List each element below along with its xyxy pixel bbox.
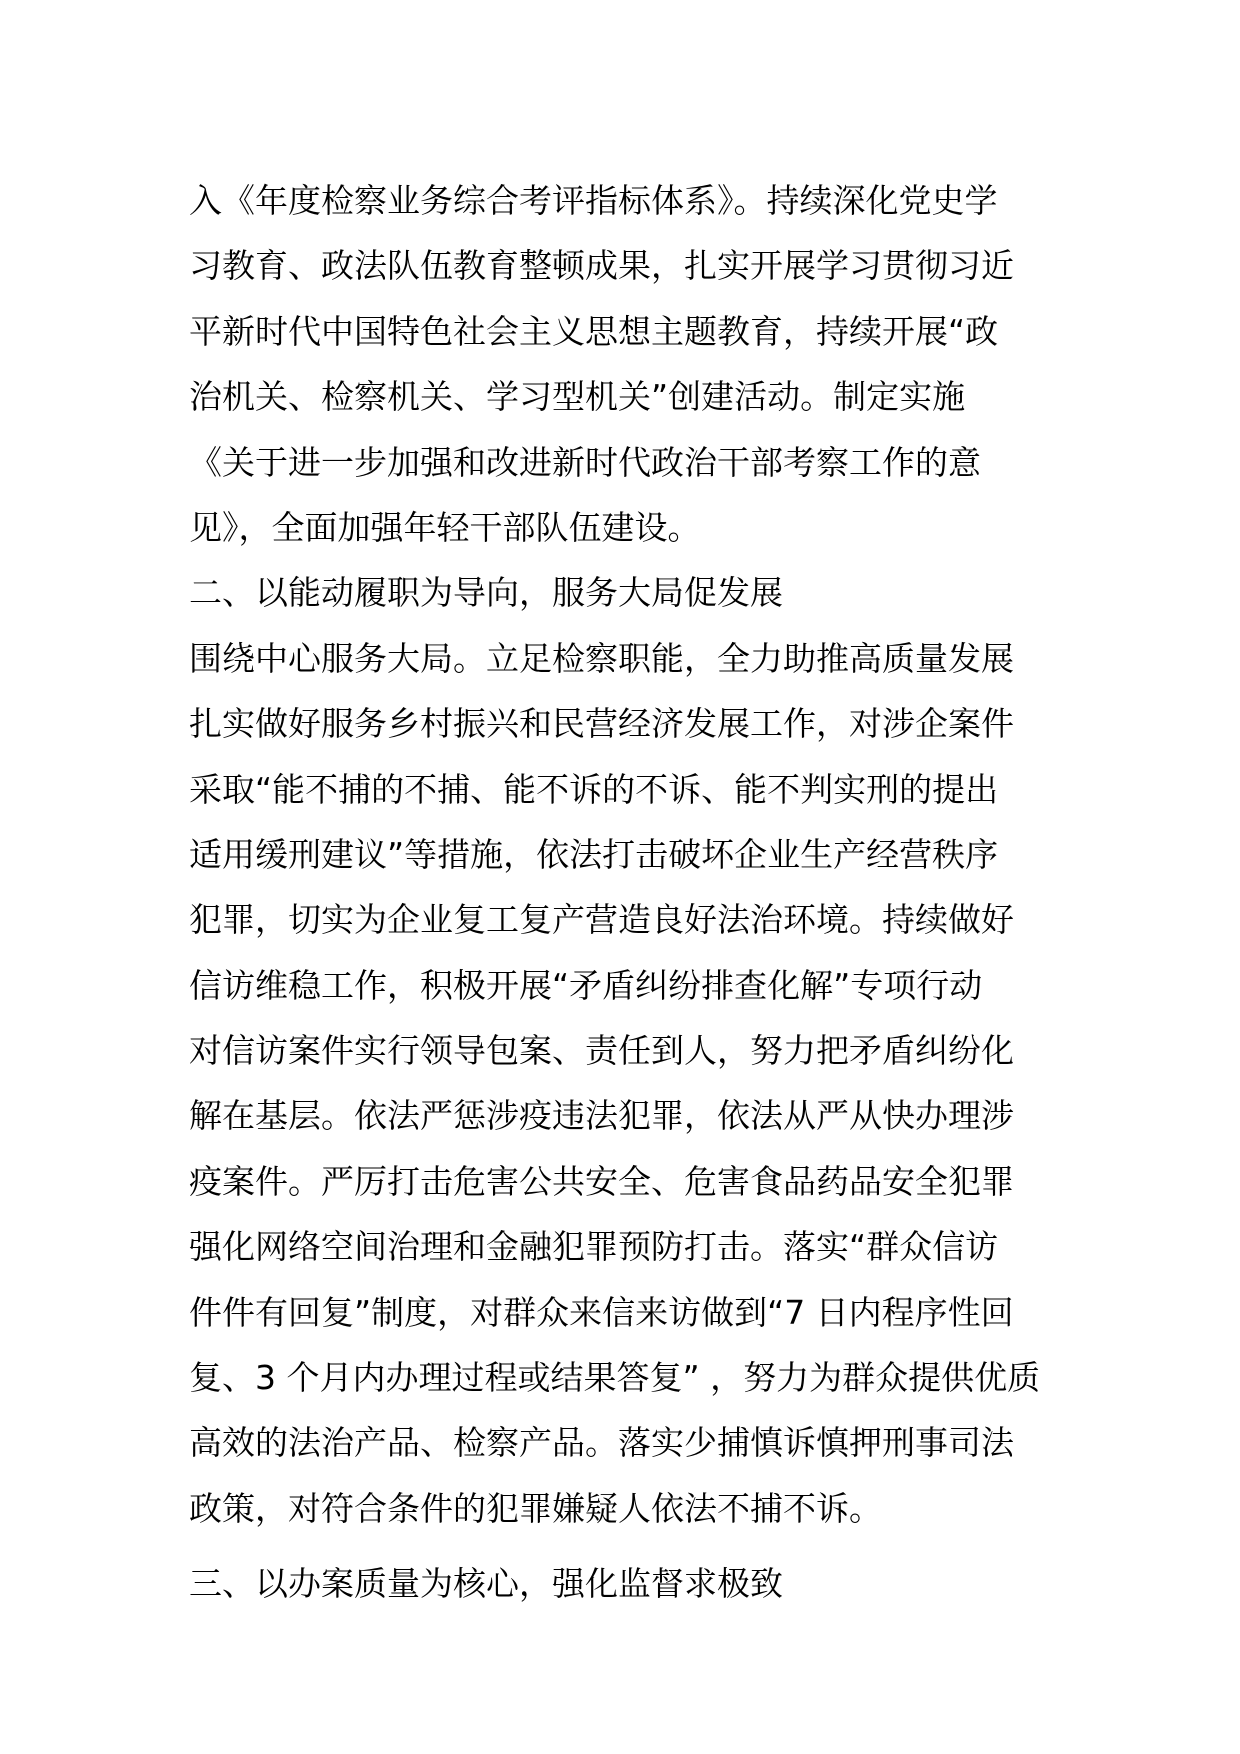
text-line: 习教育、政法队伍教育整顿成果，扎实开展学习贯彻习近 (189, 246, 1014, 286)
text-line: 复、3 个月内办理过程或结果答复” ，努力为群众提供优质 (189, 1358, 1041, 1398)
text-line: 采取“能不捕的不捕、能不诉的不诉、能不判实刑的提出 (189, 769, 999, 809)
text-line: 《关于进一步加强和改进新时代政治干部考察工作的意 (189, 442, 981, 482)
text-line: 强化网络空间治理和金融犯罪预防打击。落实“群众信访 (189, 1227, 999, 1267)
text-line: 对信访案件实行领导包案、责任到人，努力把矛盾纠纷化 (189, 1031, 1014, 1071)
document-body (189, 168, 1065, 1617)
section-heading-3: 三、以办案质量为核心，强化监督求极致 (189, 1564, 783, 1604)
text-line: 围绕中心服务大局。立足检察职能，全力助推高质量发展 (189, 638, 1014, 678)
text-line: 扎实做好服务乡村振兴和民营经济发展工作，对涉企案件 (189, 704, 1014, 744)
paragraph-spacer (189, 1541, 1065, 1551)
text-line: 疫案件。严厉打击危害公共安全、危害食品药品安全犯罪 (189, 1161, 1014, 1201)
text-line: 件件有回复”制度，对群众来信来访做到“7 日内程序性回 (189, 1292, 1014, 1332)
section-heading-2: 二、以能动履职为导向，服务大局促发展 (189, 573, 783, 613)
text-line: 政策，对符合条件的犯罪嫌疑人依法不捕不诉。 (189, 1488, 882, 1528)
text-line: 治机关、检察机关、学习型机关”创建活动。制定实施 (189, 377, 966, 417)
text-line: 解在基层。依法严惩涉疫违法犯罪，依法从严从快办理涉 (189, 1096, 1014, 1136)
text-line: 犯罪，切实为企业复工复产营造良好法治环境。持续做好 (189, 900, 1014, 940)
text-line: 入《年度检察业务综合考评指标体系》。持续深化党史学 (189, 181, 998, 220)
text-line: 信访维稳工作，积极开展“矛盾纠纷排查化解”专项行动 (189, 965, 983, 1005)
text-line: 高效的法治产品、检察产品。落实少捕慎诉慎押刑事司法 (189, 1423, 1014, 1463)
text-line: 适用缓刑建议”等措施，依法打击破坏企业生产经营秩序 (189, 834, 999, 874)
text-line: 平新时代中国特色社会主义思想主题教育，持续开展“政 (189, 311, 999, 351)
text-line: 见》，全面加强年轻干部队伍建设。 (189, 507, 701, 547)
